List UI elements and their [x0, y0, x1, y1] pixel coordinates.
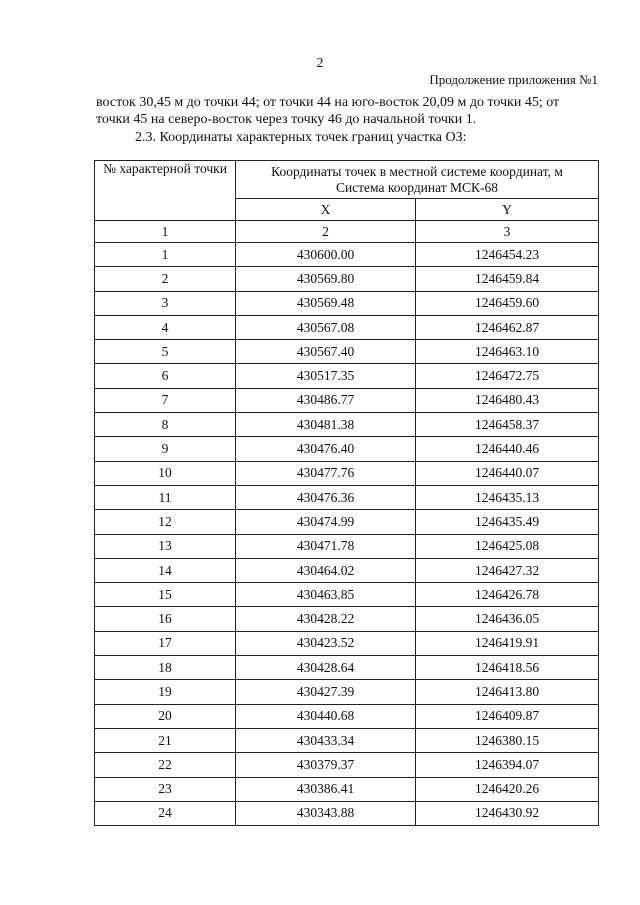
- table-row: [95, 485, 599, 509]
- cell-point: 18: [95, 656, 236, 680]
- cell-x: 430428.64: [236, 656, 416, 680]
- coordinates-table: [94, 160, 599, 826]
- cell-y: 1246440.46: [416, 437, 599, 461]
- header-y: Y: [416, 199, 599, 221]
- cell-x: 430379.37: [236, 753, 416, 777]
- cell-x: 430386.41: [236, 777, 416, 801]
- cell-point: 4: [95, 315, 236, 339]
- cell-y: 1246425.08: [416, 534, 599, 558]
- header-coordinates: [236, 161, 599, 199]
- cell-x: 430343.88: [236, 801, 416, 825]
- cell-x: 430476.36: [236, 485, 416, 509]
- cell-x: 430517.35: [236, 364, 416, 388]
- table-row: [95, 704, 599, 728]
- cell-y: 1246435.13: [416, 485, 599, 509]
- table-row: [95, 291, 599, 315]
- cell-y: 1246440.07: [416, 461, 599, 485]
- cell-point: 19: [95, 680, 236, 704]
- table-row: [95, 510, 599, 534]
- cell-y: 1246458.37: [416, 413, 599, 437]
- cell-x: 430600.00: [236, 243, 416, 267]
- cell-y: 1246459.60: [416, 291, 599, 315]
- table-row: [95, 631, 599, 655]
- table-row: [95, 656, 599, 680]
- cell-point: 7: [95, 388, 236, 412]
- cell-x: 430569.80: [236, 267, 416, 291]
- cell-point: 5: [95, 340, 236, 364]
- table-row: [95, 340, 599, 364]
- cell-x: 430569.48: [236, 291, 416, 315]
- column-number: 1: [95, 221, 236, 243]
- cell-point: 12: [95, 510, 236, 534]
- table-row: [95, 364, 599, 388]
- cell-point: 9: [95, 437, 236, 461]
- cell-x: 430477.76: [236, 461, 416, 485]
- cell-point: 20: [95, 704, 236, 728]
- column-number: 3: [416, 221, 599, 243]
- cell-y: 1246436.05: [416, 607, 599, 631]
- cell-point: 6: [95, 364, 236, 388]
- cell-x: 430471.78: [236, 534, 416, 558]
- cell-point: 3: [95, 291, 236, 315]
- table-row: [95, 680, 599, 704]
- cell-x: 430463.85: [236, 583, 416, 607]
- table-row: [95, 315, 599, 339]
- table-row: [95, 801, 599, 825]
- header-x: X: [236, 199, 416, 221]
- table-row: [95, 437, 599, 461]
- cell-x: 430486.77: [236, 388, 416, 412]
- cell-y: 1246419.91: [416, 631, 599, 655]
- cell-y: 1246418.56: [416, 656, 599, 680]
- body-text-line: точки 45 на северо-восток через точку 46 до начальной точки 1.: [96, 112, 477, 127]
- cell-y: 1246480.43: [416, 388, 599, 412]
- body-text-line: восток 30,45 м до точки 44; от точки 44 на юго-восток 20,09 м до точки 45; от: [96, 95, 560, 110]
- cell-x: 430427.39: [236, 680, 416, 704]
- table-row: [95, 753, 599, 777]
- cell-y: 1246430.92: [416, 801, 599, 825]
- cell-point: 23: [95, 777, 236, 801]
- appendix-label: Продолжение приложения №1: [429, 72, 598, 87]
- cell-point: 17: [95, 631, 236, 655]
- cell-point: 22: [95, 753, 236, 777]
- cell-point: 10: [95, 461, 236, 485]
- cell-point: 15: [95, 583, 236, 607]
- cell-y: 1246462.87: [416, 315, 599, 339]
- table-row: [95, 534, 599, 558]
- cell-x: 430481.38: [236, 413, 416, 437]
- header-coordinates-line1: Координаты точек в местной системе координат, м: [271, 163, 563, 179]
- cell-y: 1246463.10: [416, 340, 599, 364]
- cell-x: 430567.40: [236, 340, 416, 364]
- cell-y: 1246472.75: [416, 364, 599, 388]
- table-row: [95, 243, 599, 267]
- cell-y: 1246426.78: [416, 583, 599, 607]
- table-row: [95, 583, 599, 607]
- body-text: [96, 94, 602, 128]
- cell-y: 1246420.26: [416, 777, 599, 801]
- cell-point: 13: [95, 534, 236, 558]
- page-number: 2: [316, 56, 324, 71]
- table-body: [95, 243, 599, 826]
- header-coordinates-line2: Система координат МСК-68: [335, 179, 499, 195]
- cell-x: 430440.68: [236, 704, 416, 728]
- cell-y: 1246427.32: [416, 558, 599, 582]
- cell-y: 1246413.80: [416, 680, 599, 704]
- cell-point: 1: [95, 243, 236, 267]
- cell-x: 430464.02: [236, 558, 416, 582]
- cell-y: 1246459.84: [416, 267, 599, 291]
- cell-y: 1246380.15: [416, 728, 599, 752]
- table-row: [95, 413, 599, 437]
- table-row: [95, 607, 599, 631]
- cell-point: 11: [95, 485, 236, 509]
- cell-x: 430428.22: [236, 607, 416, 631]
- cell-point: 24: [95, 801, 236, 825]
- cell-y: 1246454.23: [416, 243, 599, 267]
- cell-point: 14: [95, 558, 236, 582]
- cell-x: 430423.52: [236, 631, 416, 655]
- table-row: [95, 728, 599, 752]
- table-row: [95, 267, 599, 291]
- table-row: [95, 777, 599, 801]
- cell-y: 1246435.49: [416, 510, 599, 534]
- cell-x: 430474.99: [236, 510, 416, 534]
- cell-y: 1246409.87: [416, 704, 599, 728]
- cell-point: 21: [95, 728, 236, 752]
- cell-point: 8: [95, 413, 236, 437]
- cell-y: 1246394.07: [416, 753, 599, 777]
- section-title: 2.3. Координаты характерных точек границ участка ОЗ:: [135, 130, 467, 145]
- column-number: 2: [236, 221, 416, 243]
- table-row: [95, 461, 599, 485]
- cell-point: 16: [95, 607, 236, 631]
- table-row: [95, 558, 599, 582]
- cell-x: 430433.34: [236, 728, 416, 752]
- cell-x: 430476.40: [236, 437, 416, 461]
- header-point-number: № характерной точки: [95, 161, 236, 221]
- cell-point: 2: [95, 267, 236, 291]
- cell-x: 430567.08: [236, 315, 416, 339]
- table-row: [95, 388, 599, 412]
